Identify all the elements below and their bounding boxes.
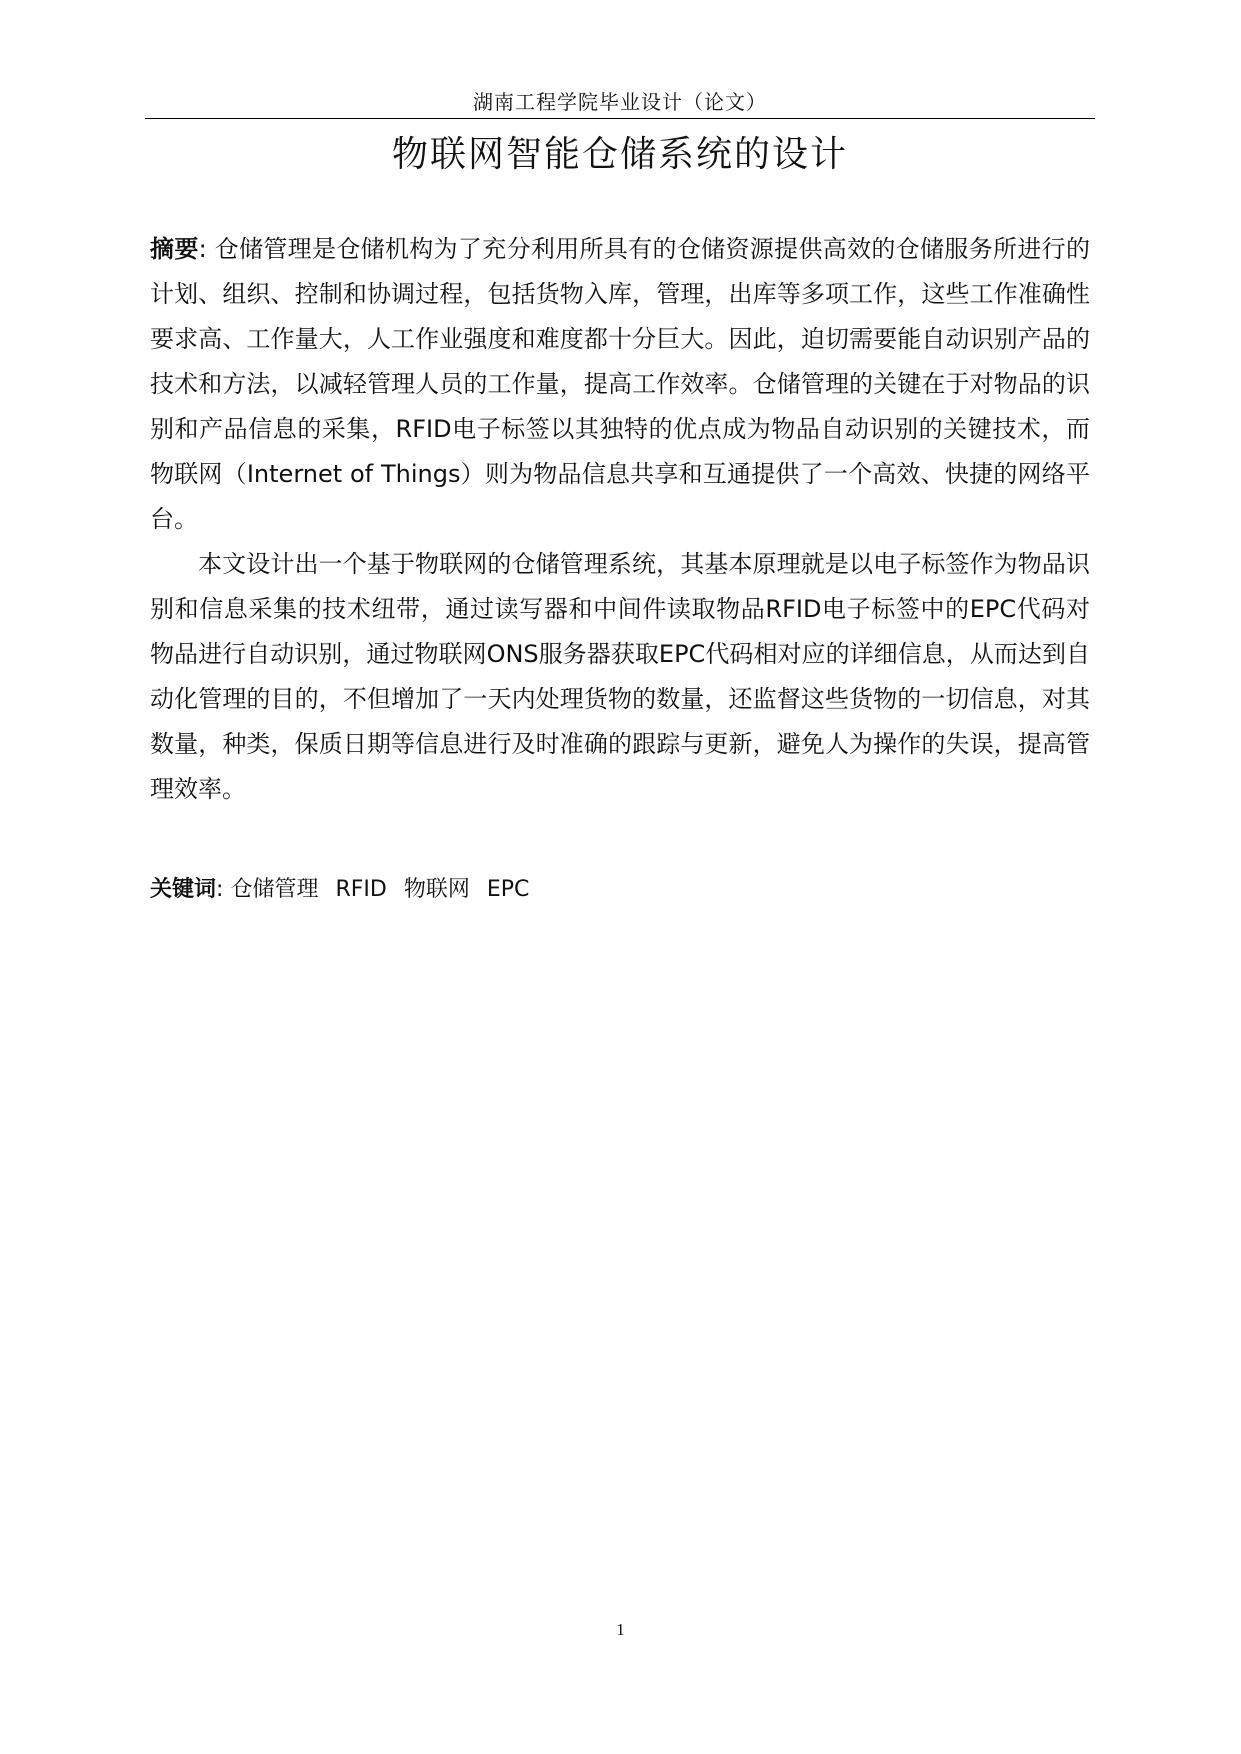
- keyword-item: 仓储管理: [230, 877, 319, 902]
- abstract-paragraph-1-text: 仓储管理是仓储机构为了充分利用所具有的仓储资源提供高效的仓储服务所进行的计划、组织、控制和协调过程，包括货物入库，管理，出库等多项工作，这些工作准确性要求高、工作量大，人工作业强度和难度都十分巨大。因此，迫切需要能自动识别产品的技术和方法，以减轻管理人员的工作量，提高工作效率。仓储管理的关键在于对物品的识别和产品信息的采集，RFID电子标签以其独特的优点成为物品自动识别的关键技术，而物联网（Internet of Things）则为物品信息共享和互通提供了一个高效、快捷的网络平台。: [150, 235, 1090, 533]
- abstract-label-separator: :: [198, 235, 207, 263]
- abstract-label: 摘要: [150, 235, 199, 263]
- keywords-label: 关键词: [150, 877, 217, 902]
- keywords-label-separator: :: [216, 877, 224, 902]
- keyword-item: EPC: [486, 877, 530, 902]
- abstract-paragraph-2: 本文设计出一个基于物联网的仓储管理系统，其基本原理就是以电子标签作为物品识别和信息采集的技术纽带，通过读写器和中间件读取物品RFID电子标签中的EPC代码对物品进行自动识别，通过物联网ONS服务器获取EPC代码相对应的详细信息，从而达到自动化管理的目的，不但增加了一天内处理货物的数量，还监督这些货物的一切信息，对其数量，种类，保质日期等信息进行及时准确的跟踪与更新，避免人为操作的失误，提高管理效率。: [150, 550, 1090, 803]
- keyword-item: RFID: [335, 877, 387, 902]
- abstract-section: [150, 227, 1090, 812]
- keyword-item: 物联网: [403, 877, 470, 902]
- document-title: 物联网智能仓储系统的设计: [391, 134, 848, 175]
- page-number: 1: [616, 1620, 625, 1639]
- keywords-section: [150, 870, 1090, 910]
- abstract-paragraph-1: [150, 227, 1090, 542]
- running-header: 湖南工程学院毕业设计（论文）: [473, 90, 767, 114]
- header-rule: [145, 118, 1095, 119]
